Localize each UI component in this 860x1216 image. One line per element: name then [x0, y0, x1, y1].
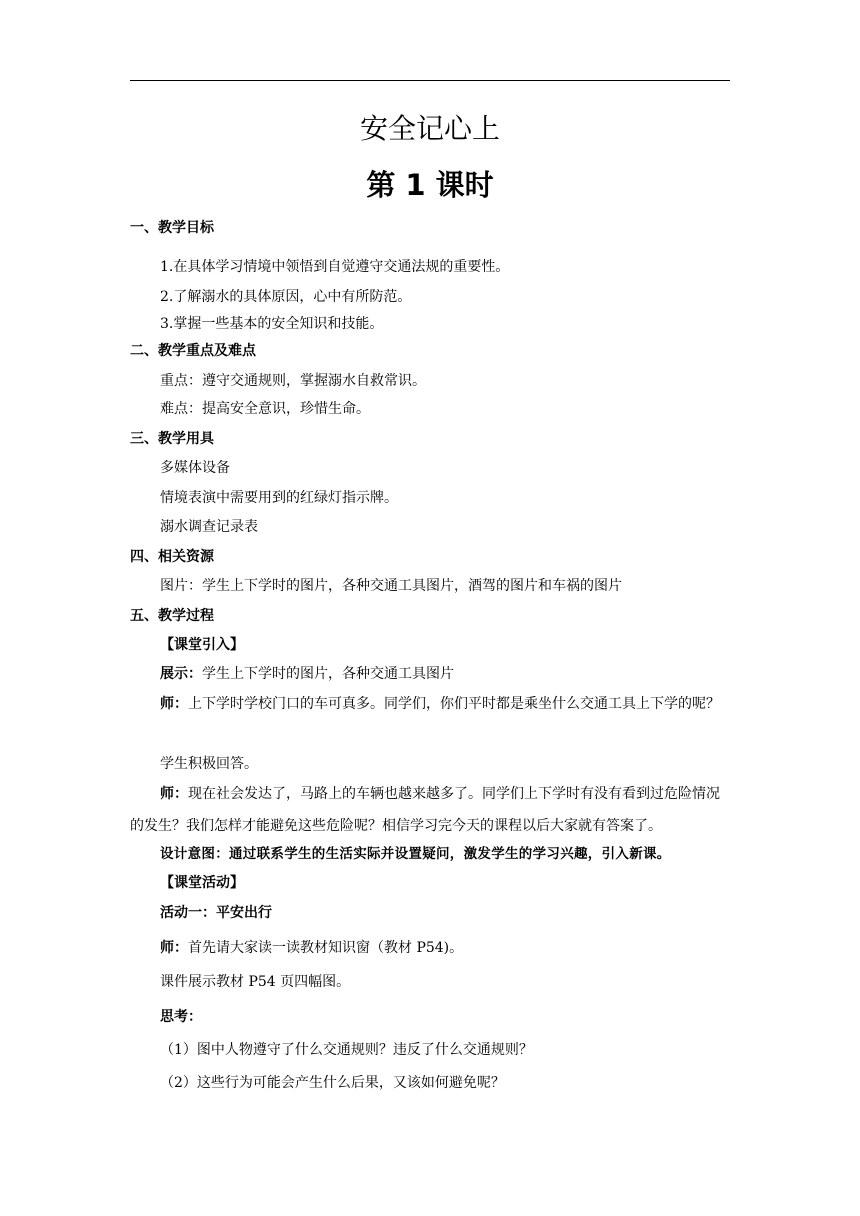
show-line	[160, 664, 760, 684]
student-reply: 学生积极回答。	[160, 756, 258, 772]
tool-item: 溺水调查记录表	[160, 519, 258, 535]
header-rule	[130, 80, 730, 81]
teacher-label: 师：	[160, 786, 188, 802]
section-heading-objectives: 一、教学目标	[130, 220, 214, 236]
show-label: 展示：	[160, 666, 202, 682]
teacher-label: 师：	[160, 696, 188, 712]
section-heading-tools: 三、教学用具	[130, 431, 214, 447]
teacher-text: 上下学时学校门口的车可真多。同学们，你们平时都是乘坐什么交通工具上下学的呢？	[188, 696, 720, 712]
tool-item: 情境表演中需要用到的红绿灯指示牌。	[160, 490, 398, 506]
teacher-line-3	[160, 938, 760, 958]
key-point-item: 难点：提高安全意识，珍惜生命。	[160, 401, 370, 417]
teacher-label: 师：	[160, 940, 188, 956]
section-heading-process: 五、教学过程	[130, 608, 214, 624]
document-title: 安全记心上	[359, 112, 500, 145]
resource-item: 图片：学生上下学时的图片，各种交通工具图片，酒驾的图片和车祸的图片	[160, 578, 622, 594]
show-text: 学生上下学时的图片，各种交通工具图片	[202, 666, 454, 682]
question-item: （1）图中人物遵守了什么交通规则？违反了什么交通规则？	[160, 1042, 533, 1058]
design-intent: 设计意图：通过联系学生的生活实际并设置疑问，激发学生的学习兴趣，引入新课。	[160, 846, 671, 862]
lesson-subtitle: 第 1 课时	[366, 168, 494, 202]
section-heading-resources: 四、相关资源	[130, 549, 214, 565]
key-point-item: 重点：遵守交通规则，掌握溺水自救常识。	[160, 373, 426, 389]
objective-item: 1.在具体学习情境中领悟到自觉遵守交通法规的重要性。	[160, 259, 510, 275]
teacher-paragraph-1	[130, 688, 730, 720]
activity-label: 【课堂活动】	[160, 875, 244, 891]
activity-title: 活动一：平安出行	[160, 905, 272, 921]
objective-item: 3.掌握一些基本的安全知识和技能。	[160, 316, 384, 332]
think-label: 思考：	[160, 1009, 202, 1025]
teacher-paragraph-2	[130, 778, 730, 842]
question-item: （2）这些行为可能会产生什么后果，又该如何避免呢？	[160, 1075, 505, 1091]
objective-item: 2.了解溺水的具体原因，心中有所防范。	[160, 289, 412, 305]
teacher-text: 现在社会发达了，马路上的车辆也越来越多了。同学们上下学时有没有看到过危险情况的发生？我们怎样才能避免这些危险呢？相信学习完今天的课程以后大家就有答案了。	[130, 786, 720, 834]
section-heading-key-points: 二、教学重点及难点	[130, 343, 256, 359]
tool-item: 多媒体设备	[160, 460, 230, 476]
courseware-line: 课件展示教材 P54 页四幅图。	[160, 974, 351, 990]
intro-label: 【课堂引入】	[160, 637, 244, 653]
teacher-text: 首先请大家读一读教材知识窗（教材 P54)。	[188, 940, 464, 956]
